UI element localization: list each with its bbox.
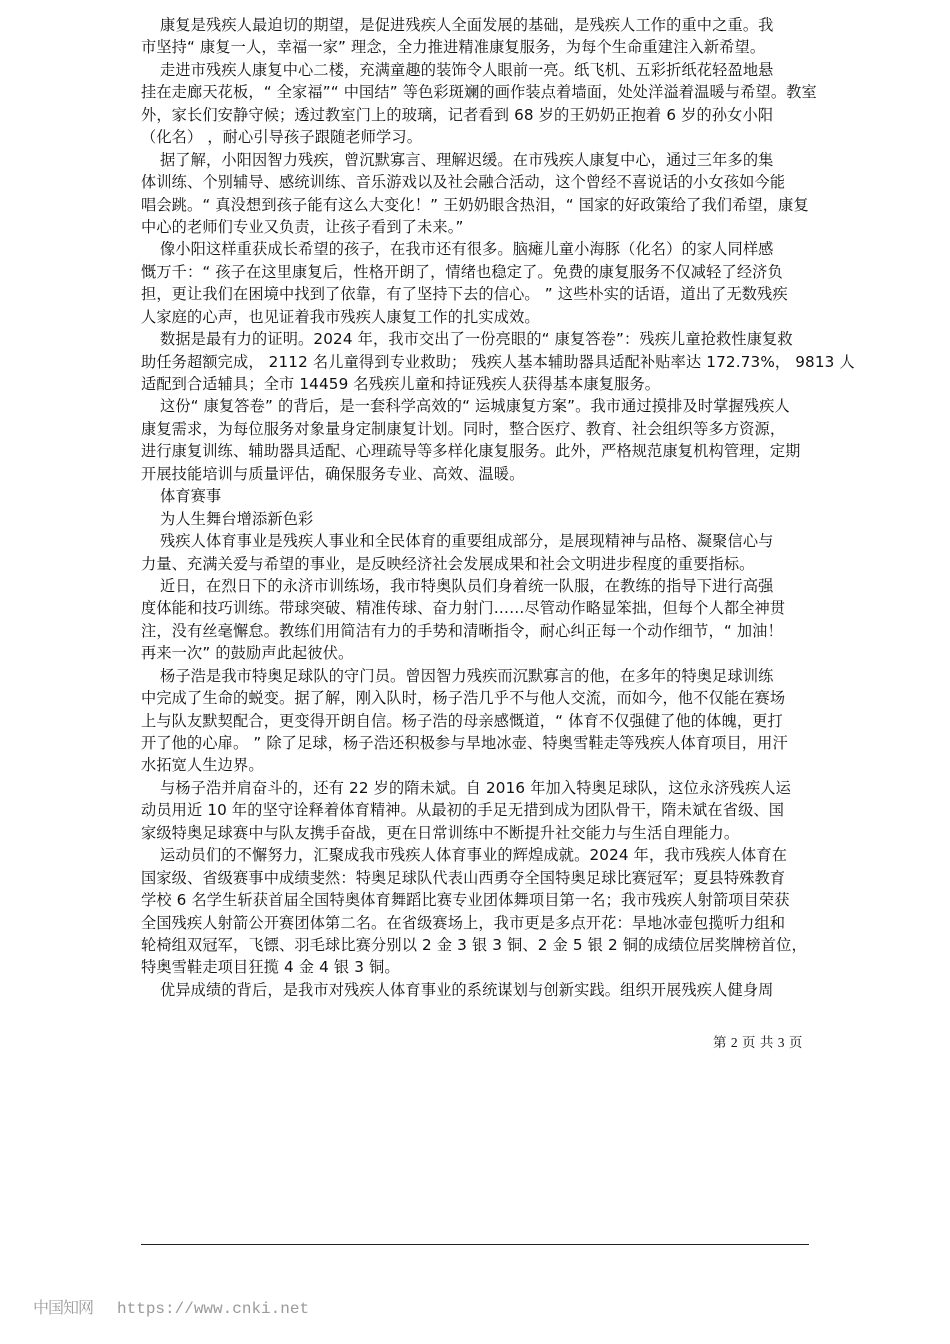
paragraph bbox=[141, 508, 841, 530]
text-line: 康复是残疾人最迫切的期望，是促进残疾人全面发展的基础，是残疾人工作的重中之重。我 bbox=[160, 16, 774, 34]
text-line: 数据是最有力的证明。2024 年，我市交出了一份亮眼的“ 康复答卷”：残疾儿童抢救性康复救 bbox=[160, 330, 793, 349]
text-line: 与杨子浩并肩奋斗的，还有 22 岁的隋未斌。自 2016 年加入特奥足球队，这位永济残疾人运 bbox=[160, 778, 791, 797]
text-line: 慨万千：“ 孩子在这里康复后，性格开朗了，情绪也稳定了。免费的康复服务不仅减轻了经济负 bbox=[141, 262, 783, 281]
text-line: 唱会跳。“ 真没想到孩子能有这么大变化！” 王奶奶眼含热泪，“ 国家的好政策给了我们希望，康复 bbox=[141, 195, 809, 214]
text-line: 像小阳这样重获成长希望的孩子，在我市还有很多。脑瘫儿童小海豚（化名）的家人同样感 bbox=[160, 240, 774, 259]
text-line: 水拓宽人生边界。 bbox=[141, 756, 264, 775]
text-line: 为人生舞台增添新色彩 bbox=[160, 509, 314, 528]
paragraph bbox=[141, 665, 841, 777]
text-line: 外，家长们安静守候；透过教室门上的玻璃，记者看到 68 岁的王奶奶正抱着 6 岁的孙女小阳 bbox=[141, 105, 774, 124]
text-line: 市坚持“ 康复一人，幸福一家” 理念，全力推进精准康复服务，为每个生命重建注入新希望。 bbox=[141, 38, 766, 57]
text-line: 轮椅组双冠军，飞镖、羽毛球比赛分别以 2 金 3 银 3 铜、2 金 5 银 2 铜的成绩位居奖牌榜首位， bbox=[141, 935, 807, 954]
text-line: 全国残疾人射箭公开赛团体第二名。在省级赛场上，我市更是多点开花：旱地冰壶包揽听力组和 bbox=[141, 913, 786, 932]
text-line: 特奥雪鞋走项目狂揽 4 金 4 银 3 铜。 bbox=[141, 958, 400, 977]
paragraph bbox=[141, 328, 855, 395]
paragraph bbox=[141, 395, 841, 485]
text-line: 走进市残疾人康复中心二楼，充满童趣的装饰令人眼前一亮。纸飞机、五彩折纸花轻盈地悬 bbox=[160, 60, 774, 79]
cnki-watermark bbox=[33, 1295, 309, 1318]
text-line: 动员用近 10 年的坚守诠释着体育精神。从最初的手足无措到成为团队骨干，隋未斌在省级、国 bbox=[141, 801, 785, 820]
paragraph bbox=[141, 59, 841, 149]
article-body bbox=[141, 14, 855, 1001]
text-line: 近日，在烈日下的永济市训练场，我市特奥队员们身着统一队服，在教练的指导下进行高强 bbox=[160, 576, 774, 595]
text-line: （化名） ，耐心引导孩子跟随老师学习。 bbox=[141, 128, 423, 147]
text-line: 担，更让我们在困境中找到了依靠，有了坚持下去的信心。 ” 这些朴实的话语，道出了无数残疾 bbox=[141, 285, 788, 304]
paragraph bbox=[141, 777, 841, 844]
footer-divider bbox=[141, 1244, 809, 1245]
text-line: 中完成了生命的蜕变。据了解，刚入队时，杨子浩几乎不与他人交流，而如今，他不仅能在赛场 bbox=[141, 689, 786, 708]
cnki-url[interactable]: https://www.cnki.net bbox=[117, 1300, 310, 1318]
text-line: 助任务超额完成， 2112 名儿童得到专业救助； 残疾人基本辅助器具适配补贴率达 172.73%， 9813 人 bbox=[141, 352, 855, 371]
paragraph bbox=[141, 530, 841, 575]
paragraph bbox=[141, 575, 841, 665]
paragraph bbox=[141, 979, 841, 1001]
text-line: 学校 6 名学生斩获首届全国特奥体育舞蹈比赛专业团体舞项目第一名；我市残疾人射箭项目荣获 bbox=[141, 891, 790, 910]
text-line: 据了解，小阳因智力残疾，曾沉默寡言、理解迟缓。在市残疾人康复中心，通过三年多的集 bbox=[160, 150, 774, 169]
paragraph bbox=[141, 14, 841, 59]
paragraph bbox=[141, 485, 841, 507]
text-line: 残疾人体育事业是残疾人事业和全民体育的重要组成部分，是展现精神与品格、凝聚信心与 bbox=[160, 532, 774, 551]
text-line: 人家庭的心声，也见证着我市残疾人康复工作的扎实成效。 bbox=[141, 307, 540, 326]
text-line: 杨子浩是我市特奥足球队的守门员。曾因智力残疾而沉默寡言的他，在多年的特奥足球训练 bbox=[160, 666, 774, 685]
text-line: 优异成绩的背后，是我市对残疾人体育事业的系统谋划与创新实践。组织开展残疾人健身周 bbox=[160, 980, 774, 999]
text-line: 运动员们的不懈努力，汇聚成我市残疾人体育事业的辉煌成就。2024 年，我市残疾人体育在 bbox=[160, 846, 788, 865]
paragraph bbox=[141, 844, 841, 979]
text-line: 适配到合适辅具；全市 14459 名残疾儿童和持证残疾人获得基本康复服务。 bbox=[141, 375, 661, 393]
text-line: 度体能和技巧训练。带球突破、精准传球、奋力射门……尽管动作略显笨拙，但每个人都全神贯 bbox=[141, 599, 786, 618]
text-line: 中心的老师们专业又负责，让孩子看到了未来。” bbox=[141, 217, 464, 236]
text-line: 注，没有丝毫懈怠。教练们用简洁有力的手势和清晰指令，耐心纠正每一个动作细节，“ 加油！ bbox=[141, 621, 783, 640]
text-line: 再来一次” 的鼓励声此起彼伏。 bbox=[141, 644, 354, 663]
paragraph bbox=[141, 238, 841, 328]
text-line: 进行康复训练、辅助器具适配、心理疏导等多样化康复服务。此外，严格规范康复机构管理，定期 bbox=[141, 442, 801, 461]
text-line: 国家级、省级赛事中成绩斐然：特奥足球队代表山西勇夺全国特奥足球比赛冠军；夏县特殊教育 bbox=[141, 868, 786, 887]
paragraph bbox=[141, 149, 841, 239]
text-line: 家级特奥足球赛中与队友携手奋战，更在日常训练中不断提升社交能力与生活自理能力。 bbox=[141, 823, 740, 842]
text-line: 这份“ 康复答卷” 的背后，是一套科学高效的“ 运城康复方案”。我市通过摸排及时掌握残疾人 bbox=[160, 397, 790, 416]
text-line: 力量、充满关爱与希望的事业，是反映经济社会发展成果和社会文明进步程度的重要指标。 bbox=[141, 554, 755, 573]
cnki-logo-text: 中国知网 bbox=[33, 1298, 94, 1317]
text-line: 开了他的心扉。 ” 除了足球，杨子浩还积极参与旱地冰壶、特奥雪鞋走等残疾人体育项目，用汗 bbox=[141, 734, 788, 752]
page-number: 第 2 页 共 3 页 bbox=[713, 1035, 803, 1050]
text-line: 康复需求，为每位服务对象量身定制康复计划。同时，整合医疗、教育、社会组织等多方资源， bbox=[141, 419, 786, 438]
text-line: 体训练、个别辅导、感统训练、音乐游戏以及社会融合活动，这个曾经不喜说话的小女孩如今能 bbox=[141, 173, 786, 192]
text-line: 体育赛事 bbox=[160, 487, 222, 506]
text-line: 挂在走廊天花板，“ 全家福”“ 中国结” 等色彩斑斓的画作装点着墙面，处处洋溢着温暖与希望。教室 bbox=[141, 83, 817, 102]
text-line: 开展技能培训与质量评估，确保服务专业、高效、温暖。 bbox=[141, 464, 525, 483]
text-line: 上与队友默契配合，更变得开朗自信。杨子浩的母亲感慨道，“ 体育不仅强健了他的体魄，更打 bbox=[141, 711, 783, 730]
